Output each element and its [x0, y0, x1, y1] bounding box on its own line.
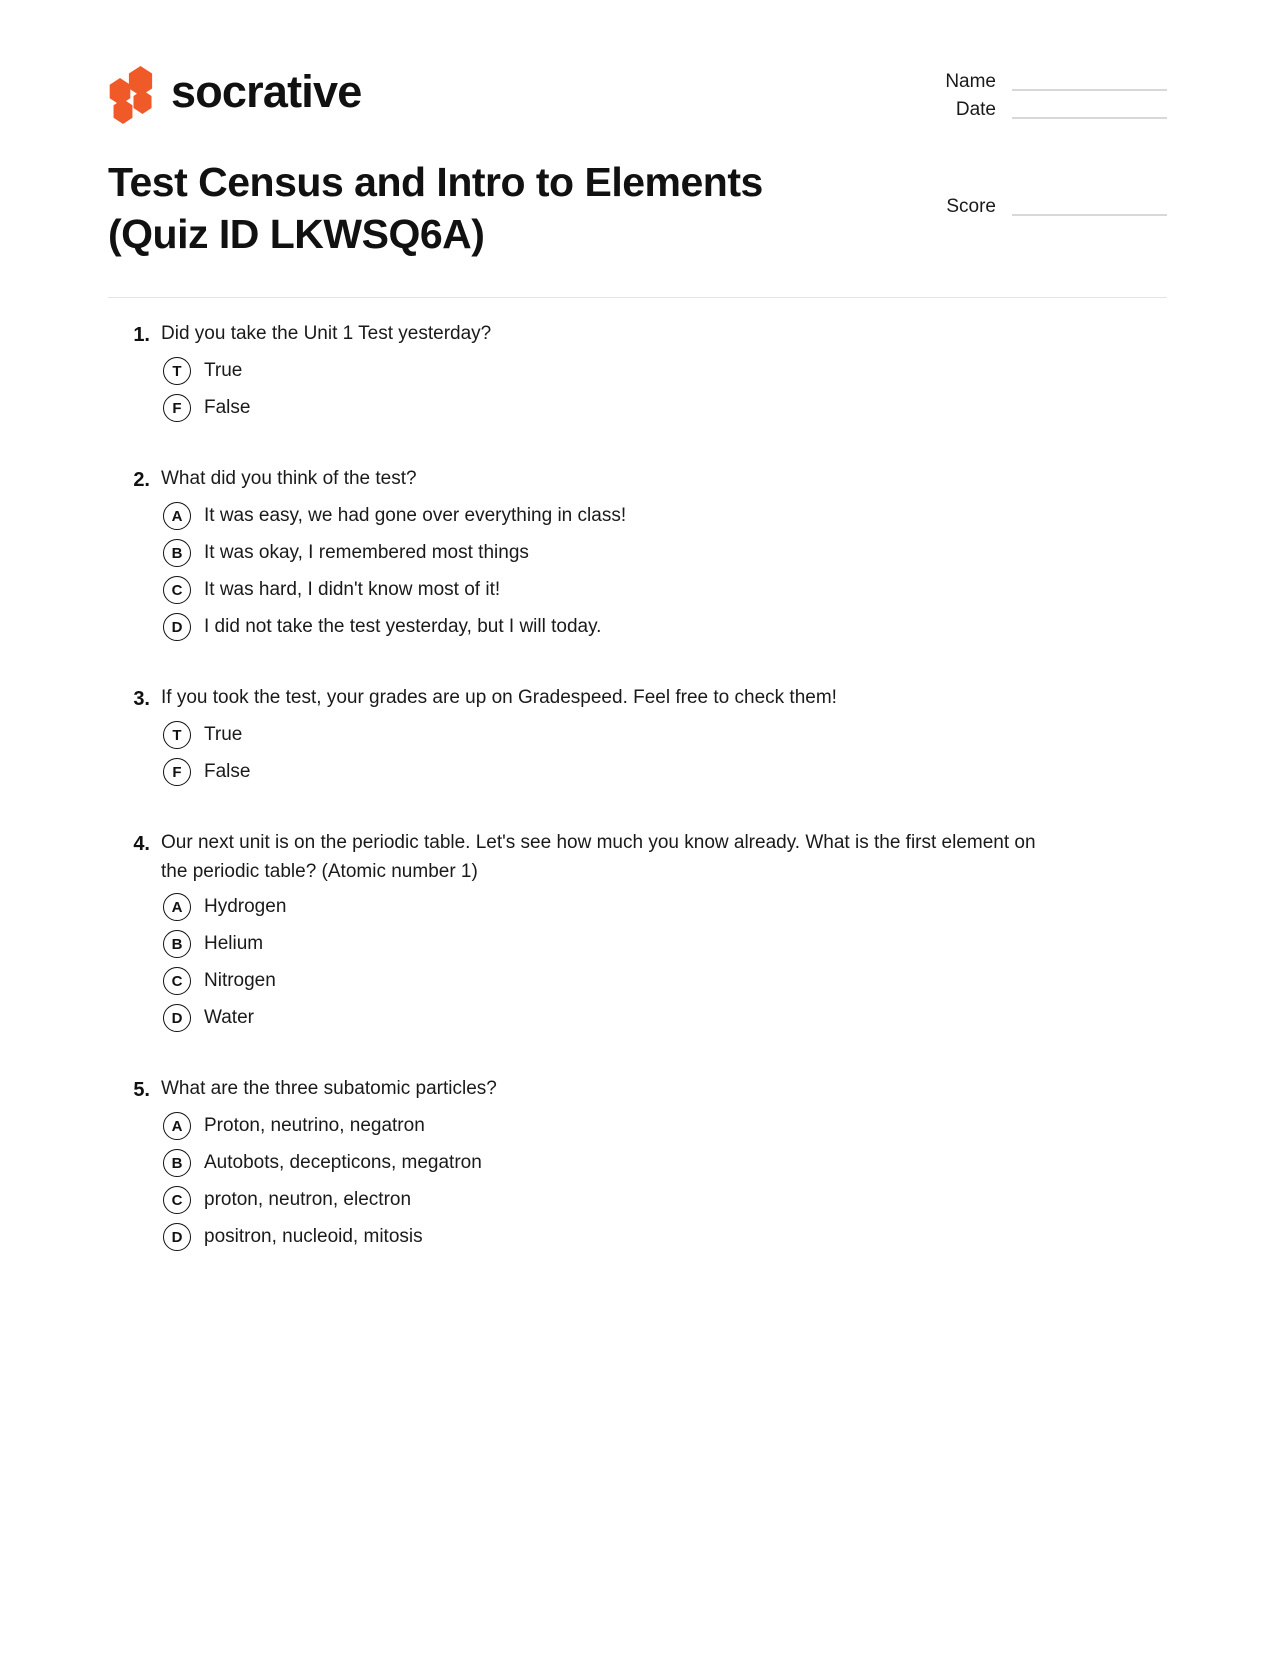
question-text: What are the three subatomic particles? [161, 1078, 497, 1099]
answer-choice-label: True [204, 359, 243, 381]
answer-choice-label: It was okay, I remembered most things [204, 541, 529, 563]
answer-bubble-a[interactable]: A [163, 502, 191, 530]
question-number: 1. [133, 324, 150, 346]
answer-choice[interactable] [108, 1111, 1167, 1141]
question-item [108, 684, 1167, 787]
answer-bubble-a[interactable]: A [163, 893, 191, 921]
answer-bubble-f[interactable]: F [163, 758, 191, 786]
answer-bubble-a[interactable]: A [163, 1112, 191, 1140]
answer-choice-label: Hydrogen [204, 895, 287, 917]
answer-choice-label: Proton, neutrino, negatron [204, 1114, 425, 1136]
answer-choice-label: Water [204, 1006, 254, 1028]
answer-bubble-d[interactable]: D [163, 613, 191, 641]
score-label: Score [946, 196, 996, 217]
answer-bubble-d[interactable]: D [163, 1004, 191, 1032]
answer-choice-label: Autobots, decepticons, megatron [204, 1151, 482, 1173]
question-number: 3. [133, 688, 150, 710]
date-field-row [912, 100, 1167, 119]
question-text: Did you take the Unit 1 Test yesterday? [161, 323, 492, 344]
page-title: Test Census and Intro to Elements (Quiz ID LKWSQ6A) [108, 159, 763, 258]
question-header [108, 684, 1167, 714]
answer-choice[interactable] [108, 1185, 1167, 1215]
answer-choice[interactable] [108, 1003, 1167, 1033]
question-number: 2. [133, 469, 150, 491]
answer-bubble-f[interactable]: F [163, 394, 191, 422]
question-header [108, 320, 1167, 350]
answer-bubble-t[interactable]: T [163, 721, 191, 749]
answer-choice[interactable] [108, 612, 1167, 642]
answer-bubble-c[interactable]: C [163, 1186, 191, 1214]
brand-wordmark: socrative [171, 65, 362, 117]
question-text: What did you think of the test? [161, 468, 417, 489]
answer-choice-label: positron, nucleoid, mitosis [204, 1225, 423, 1247]
question-item [108, 1075, 1167, 1252]
answer-choice[interactable] [108, 929, 1167, 959]
answer-choice[interactable] [108, 757, 1167, 787]
answer-bubble-b[interactable]: B [163, 930, 191, 958]
answer-choice-label: False [204, 396, 251, 418]
answer-choice[interactable] [108, 1222, 1167, 1252]
name-field-row [912, 72, 1167, 91]
date-input-line[interactable] [1012, 101, 1167, 119]
name-label: Name [945, 71, 996, 92]
question-header [108, 465, 1167, 495]
question-item [108, 465, 1167, 642]
answer-bubble-b[interactable]: B [163, 539, 191, 567]
question-header [108, 829, 1167, 886]
name-input-line[interactable] [1012, 73, 1167, 91]
score-input-line[interactable] [1012, 198, 1167, 216]
header-divider [108, 297, 1167, 298]
student-info-fields [912, 72, 1167, 128]
date-label: Date [955, 99, 996, 120]
answer-choice[interactable] [108, 720, 1167, 750]
answer-choice[interactable] [108, 966, 1167, 996]
answer-choice-label: Helium [204, 932, 264, 954]
answer-choice[interactable] [108, 356, 1167, 386]
socrative-hex-logo-icon [108, 66, 154, 116]
answer-choice-list [108, 1111, 1167, 1252]
answer-bubble-c[interactable]: C [163, 967, 191, 995]
answer-choice-list [108, 501, 1167, 642]
answer-choice-list [108, 356, 1167, 423]
question-number: 5. [133, 1079, 150, 1101]
answer-choice[interactable] [108, 575, 1167, 605]
answer-bubble-b[interactable]: B [163, 1149, 191, 1177]
answer-choice[interactable] [108, 1148, 1167, 1178]
answer-choice-label: False [204, 760, 251, 782]
answer-choice[interactable] [108, 393, 1167, 423]
answer-choice-label: It was easy, we had gone over everything in class! [204, 504, 627, 526]
answer-bubble-t[interactable]: T [163, 357, 191, 385]
answer-bubble-c[interactable]: C [163, 576, 191, 604]
score-field [912, 197, 1167, 225]
question-item [108, 829, 1167, 1033]
question-item [108, 320, 1167, 423]
answer-choice-label: I did not take the test yesterday, but I will today. [204, 615, 602, 637]
answer-choice[interactable] [108, 892, 1167, 922]
answer-choice-label: Nitrogen [204, 969, 276, 991]
question-list [108, 320, 1167, 1294]
question-text: If you took the test, your grades are up on Gradespeed. Feel free to check them! [161, 687, 837, 708]
answer-choice[interactable] [108, 538, 1167, 568]
answer-choice-label: proton, neutron, electron [204, 1188, 412, 1210]
question-text: Our next unit is on the periodic table. Let's see how much you know already. What is the first element on the periodic table? (Atomic number 1) [161, 832, 1036, 882]
answer-choice-label: It was hard, I didn't know most of it! [204, 578, 501, 600]
answer-choice-list [108, 720, 1167, 787]
page-title-wrap [108, 156, 808, 261]
score-field-row [912, 197, 1167, 216]
answer-bubble-d[interactable]: D [163, 1223, 191, 1251]
question-number: 4. [133, 833, 150, 855]
answer-choice[interactable] [108, 501, 1167, 531]
answer-choice-list [108, 892, 1167, 1033]
answer-choice-label: True [204, 723, 243, 745]
question-header [108, 1075, 1167, 1105]
